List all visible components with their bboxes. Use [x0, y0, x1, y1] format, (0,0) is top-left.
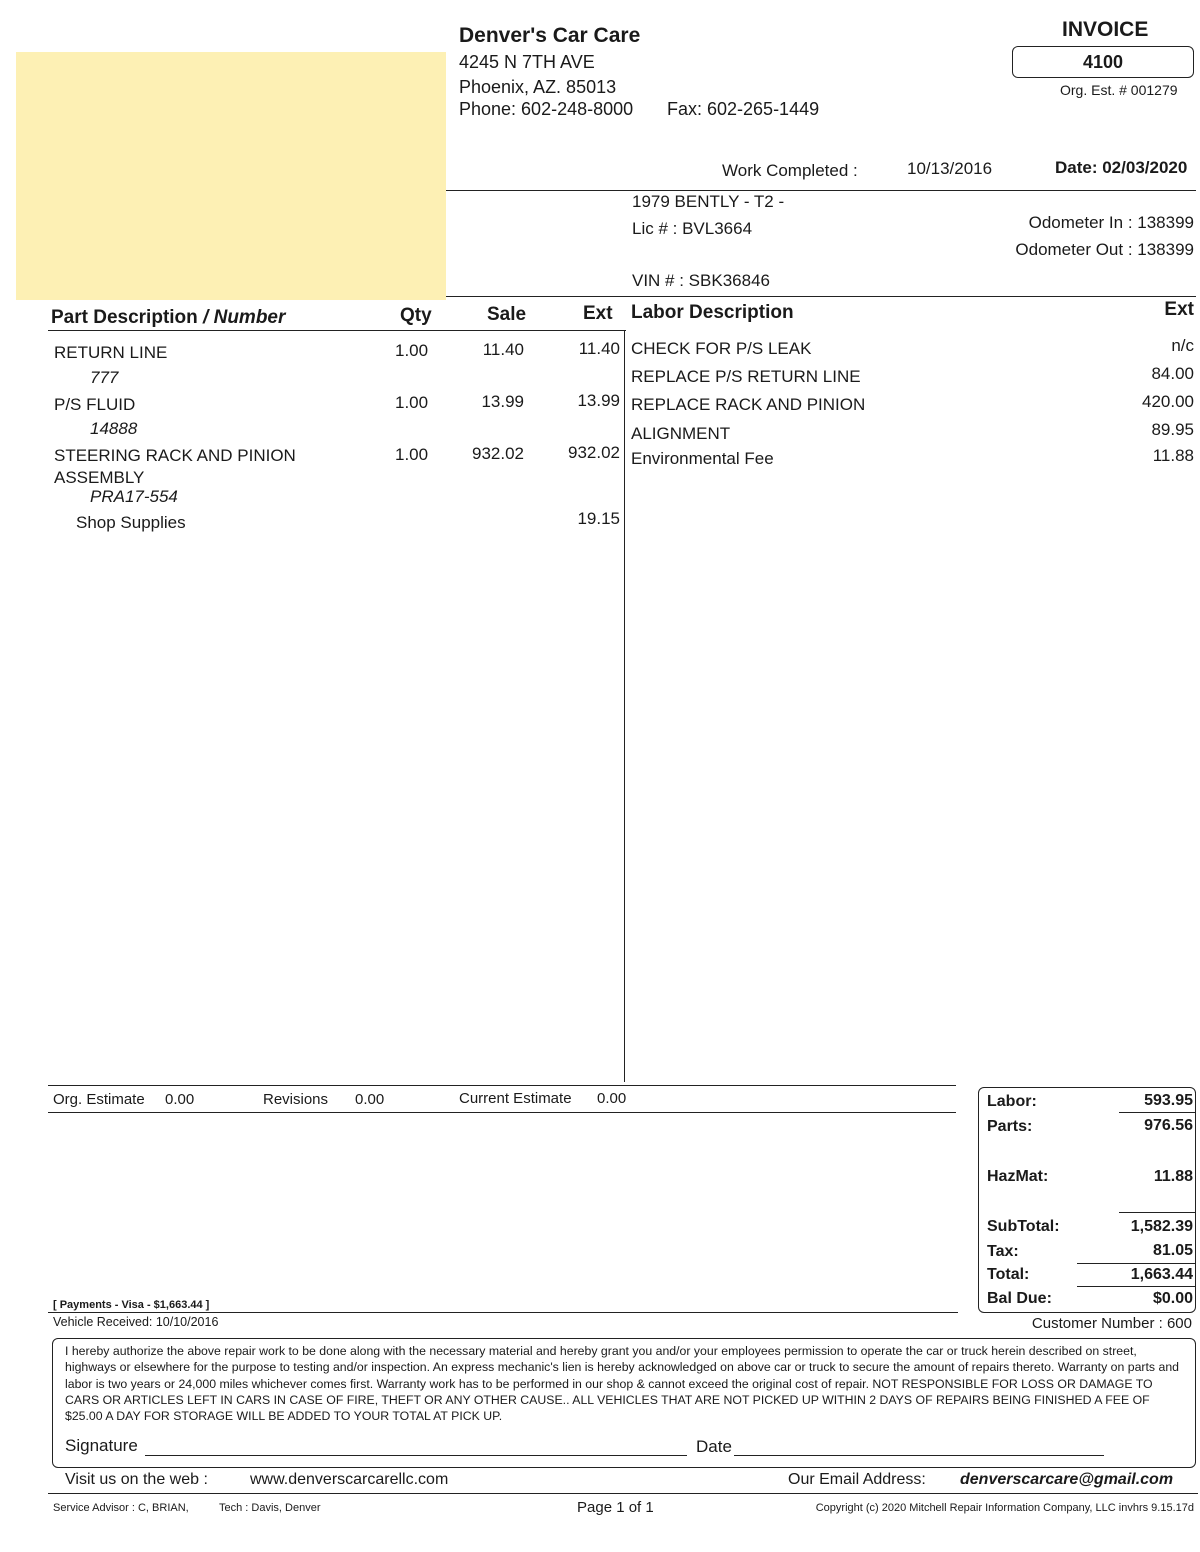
vehicle-license: Lic # : BVL3664 — [632, 219, 753, 238]
authorization-text: I hereby authorize the above repair work to be done along with the necessary material and hereby grant you and/or your employees permission to operate the car or truck herein described on street, highways or elsewhere for the purpose to testing and/or inspection. An express mechanic's lien is hereby acknowledged on above car or truck to secure the amount of repairs thereto. Warranty on parts and labor is two years or 24,000 miles whichever comes first. Warranty work has to be performed in our shop & cannot exceed the original cost of repair. NOT RESPONSIBLE FOR LOSS OR DAMAGE TO CARS OR ARTICLES LEFT IN CARS IN CASE OF FIRE, THEFT OR ANY OTHER CAUSE.. ALL VEHICLES THAT ARE NOT PICKED UP WITHIN 2 DAYS OF REPAIRS BEING FINISHED A FEE OF $25.00 A DAY FOR STORAGE WILL BE ADDED TO YOUR TOTAL AT PICK UP. — [65, 1344, 1180, 1424]
balance-due-label: Bal Due: — [987, 1290, 1052, 1307]
vehicle-description: 1979 BENTLY - T2 - — [632, 192, 785, 211]
date-label: Date — [696, 1437, 732, 1456]
labor-description: ALIGNMENT — [631, 424, 731, 443]
part-ext: 11.40 — [578, 339, 620, 358]
shop-supplies-ext: 19.15 — [577, 509, 620, 528]
part-description: RETURN LINE — [54, 343, 168, 362]
redaction-sticky-note — [16, 52, 446, 300]
shop-address-line1: 4245 N 7TH AVE — [459, 52, 595, 72]
labor-underline — [1119, 1112, 1195, 1113]
labor-ext: 11.88 — [1152, 446, 1194, 465]
part-sale: 932.02 — [472, 444, 524, 463]
parts-header-qty: Qty — [400, 305, 432, 326]
part-qty: 1.00 — [395, 445, 429, 464]
vehicle-vin: VIN # : SBK36846 — [632, 271, 770, 290]
work-completed-date: 10/13/2016 — [907, 159, 993, 178]
current-estimate-value: 0.00 — [597, 1090, 627, 1107]
revisions-label: Revisions — [263, 1091, 329, 1108]
parts-total-label: Parts: — [987, 1118, 1033, 1135]
parts-header-description: Part Description / Number — [51, 307, 286, 328]
total-label: Total: — [987, 1266, 1030, 1283]
work-completed-label: Work Completed : — [722, 161, 858, 180]
estimates-bottom-line — [48, 1112, 956, 1113]
service-advisor: Service Advisor : C, BRIAN, — [53, 1502, 189, 1514]
subtotal-value: 1,582.39 — [1130, 1218, 1193, 1235]
org-estimate-label: Org. Estimate — [53, 1091, 145, 1108]
parts-header-ext: Ext — [583, 303, 613, 324]
labor-total-label: Labor: — [987, 1093, 1037, 1110]
labor-header-ext: Ext — [1164, 299, 1194, 320]
vehicle-divider — [446, 296, 1196, 297]
balance-due-value: $0.00 — [1152, 1290, 1193, 1307]
odometer-in: Odometer In : 138399 — [1028, 213, 1194, 232]
parts-total-value: 976.56 — [1144, 1117, 1193, 1134]
part-number: 14888 — [90, 419, 138, 438]
shop-address-line2: Phoenix, AZ. 85013 — [459, 77, 617, 97]
labor-description: CHECK FOR P/S LEAK — [631, 339, 812, 358]
part-description-cont: ASSEMBLY — [54, 468, 145, 487]
payments-line — [48, 1312, 958, 1313]
part-description: P/S FLUID — [54, 395, 136, 414]
org-estimate-value: 0.00 — [165, 1091, 195, 1108]
invoice-number: 4100 — [1012, 46, 1194, 78]
part-sale: 11.40 — [482, 340, 524, 359]
odometer-out: Odometer Out : 138399 — [1015, 240, 1194, 259]
revisions-value: 0.00 — [355, 1091, 385, 1108]
tech: Tech : Davis, Denver — [219, 1502, 321, 1514]
labor-description: REPLACE RACK AND PINION — [631, 395, 866, 414]
vehicle-received: Vehicle Received: 10/10/2016 — [53, 1315, 219, 1329]
part-description: STEERING RACK AND PINION — [54, 446, 296, 465]
tax-underline — [1077, 1263, 1195, 1264]
hazmat-label: HazMat: — [987, 1168, 1049, 1185]
email-label: Our Email Address: — [788, 1471, 926, 1488]
labor-header-description: Labor Description — [631, 302, 794, 323]
hazmat-underline — [1119, 1212, 1195, 1213]
labor-description: Environmental Fee — [631, 449, 774, 468]
total-value: 1,663.44 — [1130, 1266, 1193, 1283]
invoice-date: Date: 02/03/2020 — [1055, 158, 1188, 177]
authorization-box — [52, 1338, 1196, 1468]
web-url[interactable]: www.denverscarcarellc.com — [250, 1471, 449, 1488]
email-address[interactable]: denverscarcare@gmail.com — [960, 1471, 1174, 1488]
total-underline — [1077, 1286, 1195, 1287]
totals-box — [978, 1087, 1196, 1313]
labor-ext: 420.00 — [1142, 392, 1194, 411]
shop-phone: Phone: 602-248-8000 — [459, 99, 634, 119]
tax-label: Tax: — [987, 1243, 1019, 1260]
signature-line[interactable] — [145, 1455, 687, 1456]
labor-description: REPLACE P/S RETURN LINE — [631, 367, 861, 386]
part-ext: 13.99 — [577, 391, 620, 410]
tax-value: 81.05 — [1152, 1242, 1193, 1259]
subtotal-label: SubTotal: — [987, 1218, 1060, 1235]
labor-ext: n/c — [1171, 336, 1194, 355]
part-sale: 13.99 — [481, 392, 524, 411]
web-label: Visit us on the web : — [65, 1471, 208, 1488]
parts-labor-divider — [624, 330, 625, 1082]
labor-ext: 84.00 — [1151, 364, 1194, 383]
labor-total-value: 593.95 — [1144, 1092, 1193, 1109]
signature-label: Signature — [65, 1436, 138, 1455]
labor-ext: 89.95 — [1151, 420, 1194, 439]
customer-number: Customer Number : 600 — [1031, 1315, 1192, 1332]
part-number: 777 — [90, 368, 119, 387]
shop-supplies-label: Shop Supplies — [76, 513, 186, 532]
part-qty: 1.00 — [395, 393, 429, 412]
org-estimate-number: Org. Est. # 001279 — [1060, 82, 1178, 98]
part-number: PRA17-554 — [90, 487, 178, 506]
hazmat-value: 11.88 — [1153, 1168, 1193, 1185]
estimates-top-line — [48, 1085, 956, 1086]
part-ext: 932.02 — [568, 443, 620, 462]
part-qty: 1.00 — [395, 341, 429, 360]
invoice-title: INVOICE — [1062, 18, 1149, 41]
current-estimate-label: Current Estimate — [459, 1090, 572, 1107]
shop-name: Denver's Car Care — [459, 24, 641, 47]
payments-note: [ Payments - Visa - $1,663.44 ] — [53, 1299, 210, 1311]
page-number: Page 1 of 1 — [577, 1499, 654, 1516]
parts-header-underline — [48, 330, 626, 331]
copyright: Copyright (c) 2020 Mitchell Repair Information Company, LLC invhrs 9.15.17d — [815, 1502, 1194, 1514]
footer-line — [48, 1493, 1198, 1494]
date-line[interactable] — [734, 1455, 1104, 1456]
header-divider — [446, 190, 1196, 191]
shop-fax: Fax: 602-265-1449 — [667, 99, 820, 119]
parts-header-sale: Sale — [487, 304, 527, 325]
